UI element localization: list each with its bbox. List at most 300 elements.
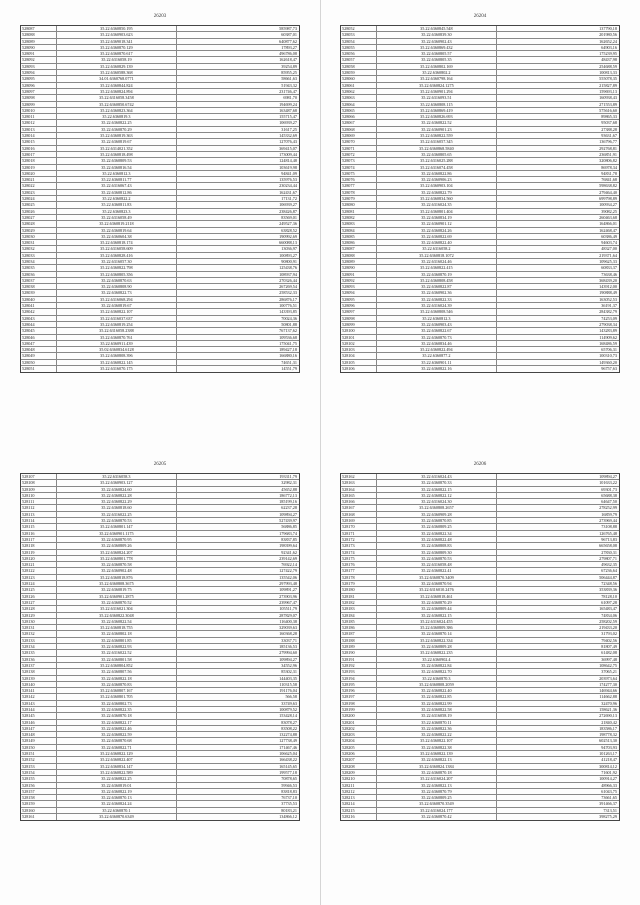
row-id-cell: 528071 — [341, 146, 377, 151]
row-id-cell: 528096 — [21, 83, 57, 88]
row-amount-cell: 71601,92 — [601, 769, 617, 775]
row-amount-cell: 39082,25 — [601, 208, 617, 214]
row-code-cell: 35.22.6360822.54 — [57, 619, 177, 624]
row-amount-cell: 60386,49 — [601, 233, 617, 239]
row-code-cell: 35.22.6360870.11 — [377, 720, 497, 725]
row-amount-cell: 185136,53 — [279, 644, 297, 650]
row-id-cell: 528035 — [21, 265, 57, 270]
row-amount-cell: 284382,79 — [599, 309, 617, 315]
row-code-cell: 35.22.6316022.25 — [57, 512, 177, 517]
row-amount-cell: 85955,25 — [281, 70, 297, 76]
row-id-cell: 528193 — [341, 669, 377, 674]
row-code-cell: 35.22.6360870.129 — [57, 45, 177, 50]
row-amount-cell: 146944,66 — [599, 688, 617, 694]
row-id-cell: 528189 — [341, 644, 377, 649]
row-id-cell: 528049 — [21, 353, 57, 358]
row-id-cell: 528091 — [21, 51, 57, 56]
row-id-cell: 528095 — [21, 76, 57, 81]
row-amount-cell: 126765,48 — [599, 530, 617, 536]
row-code-cell: 35.22.6360901.11 — [377, 360, 497, 365]
row-amount-cell: 575616,60 — [599, 107, 617, 113]
row-code-cell: 35.22.6316024.43 — [377, 474, 497, 479]
row-code-cell: 35.22.6316058.2 — [377, 246, 497, 251]
row-code-cell: 35.22.6360807.56 — [57, 669, 177, 674]
row-code-cell: 35.22.6360870.3549 — [377, 801, 497, 806]
row-code-cell: 35.22.6360870.68 — [57, 738, 177, 743]
row-amount-cell: 73661,65 — [601, 795, 617, 801]
row-code-cell: 35.22.6360870.79 — [377, 789, 497, 794]
row-id-cell: 528154 — [21, 770, 57, 775]
row-amount-cell: 27830,31 — [601, 549, 617, 555]
row-code-cell: 35.22.6360823.364 — [57, 108, 177, 113]
row-amount-cell: 162652,24 — [599, 38, 617, 44]
row-id-cell: 528084 — [341, 228, 377, 233]
row-amount-cell: 162431,67 — [279, 189, 297, 195]
row-code-cell: 35.22.6360822.33 — [377, 297, 497, 302]
row-id-cell: 528032 — [21, 246, 57, 251]
row-amount-cell: 79402,56 — [601, 637, 617, 643]
row-code-cell: 35.22.6360804.852 — [57, 663, 177, 668]
row-amount-cell: 78128,10 — [601, 593, 617, 599]
row-id-cell: 528120 — [21, 556, 57, 561]
row-amount-cell: 48327,00 — [601, 246, 617, 252]
row-code-cell: 35.22.6360822.93 — [57, 644, 177, 649]
row-amount-cell: 185199,16 — [279, 499, 297, 505]
row-amount-cell: 353839,36 — [599, 587, 617, 593]
row-id-cell: 528086 — [341, 240, 377, 245]
row-code-cell: 35.22.6360824.894 — [57, 89, 177, 94]
row-amount-cell: 179683,74 — [279, 530, 297, 536]
row-id-cell: 528074 — [341, 165, 377, 170]
row-id-cell: 528156 — [21, 783, 57, 788]
row-code-cell: 35.22.6360870.14 — [377, 631, 497, 636]
row-id-cell: 528070 — [341, 139, 377, 144]
row-id-cell: 528161 — [21, 814, 57, 820]
row-code-cell: 35.22.6316021.304 — [57, 606, 177, 611]
row-id-cell: 528092 — [341, 278, 377, 283]
row-id-cell: 528088 — [341, 253, 377, 258]
row-code-cell: 35.22.6360811.77 — [57, 177, 177, 182]
row-amount-cell: 17131,72 — [281, 196, 297, 202]
row-id-cell: 528103 — [341, 347, 377, 352]
ledger-sheet — [340, 462, 620, 892]
row-code-cell: 35.22.6360822.25 — [57, 776, 177, 781]
row-amount-cell: 70878,65 — [281, 776, 297, 782]
row-amount-cell: 320806,82 — [599, 158, 617, 164]
row-id-cell: 528183 — [341, 606, 377, 611]
row-id-cell: 528141 — [21, 688, 57, 693]
row-id-cell: 528162 — [341, 474, 377, 479]
row-code-cell: 35.22.6360822.41 — [377, 568, 497, 573]
row-id-cell: 528202 — [341, 726, 377, 731]
row-amount-cell: 114662,88 — [599, 694, 617, 700]
row-id-cell: 528163 — [341, 480, 377, 485]
row-code-cell: 35.22.6360822.59 — [57, 732, 177, 737]
row-amount-cell: 145332,69 — [279, 133, 297, 139]
row-code-cell: 35.22.6360809.44 — [377, 606, 497, 611]
row-amount-cell: 90800,91 — [281, 258, 297, 264]
row-code-cell: 35.22.6360822.494 — [377, 347, 497, 352]
row-code-cell: 35.22.6360870.13 — [57, 795, 177, 800]
row-id-cell: 528066 — [341, 114, 377, 119]
row-id-cell: 528068 — [341, 127, 377, 132]
row-amount-cell: 198399,64 — [279, 543, 297, 549]
row-code-cell: 35.22.6360818.461 — [377, 594, 497, 599]
row-id-cell: 528129 — [21, 613, 57, 618]
row-id-cell: 528188 — [341, 638, 377, 643]
row-code-cell: 35.22.6360834.147 — [57, 764, 177, 769]
row-amount-cell: 160938,43 — [599, 95, 617, 101]
row-id-cell: 528073 — [341, 158, 377, 163]
row-amount-cell: 267269,54 — [279, 284, 297, 290]
row-amount-cell: 92341,62 — [281, 549, 297, 555]
row-id-cell: 528099 — [341, 322, 377, 327]
row-code-cell: 35.22.6360870.53 — [57, 518, 177, 523]
row-amount-cell: 58661,63 — [281, 76, 297, 82]
row-code-cell: 35.22.6316058.3 — [57, 474, 177, 479]
row-code-cell: 35.22.6360822.46 — [57, 726, 177, 731]
row-amount-cell: 143283,89 — [599, 328, 617, 334]
row-code-cell: 35.22.6360834.560 — [377, 196, 497, 201]
row-id-cell: 528029 — [21, 228, 57, 233]
row-code-cell: 35.22.6360850.6742 — [57, 102, 177, 107]
row-amount-cell: 260463,68 — [599, 214, 617, 220]
row-code-cell: 35.22.6360824.26 — [377, 228, 497, 233]
row-code-cell: 35.22.6316024.30 — [377, 499, 497, 504]
row-id-cell: 528170 — [341, 524, 377, 529]
row-code-cell: 35.22.6360870.83 — [57, 682, 177, 687]
row-code-cell: 35.22.6360822.25 — [57, 120, 177, 125]
row-code-cell: 35.22.6316058.48 — [377, 562, 497, 567]
row-amount-cell: 198778,32 — [599, 732, 617, 738]
row-code-cell: 35.22.6360822.52 — [377, 120, 497, 125]
row-id-cell: 528010 — [21, 108, 57, 113]
row-amount-cell: 254688,59 — [599, 63, 617, 69]
row-amount-cell: 369415,07 — [279, 145, 297, 151]
row-code-cell: 35.22.6360809.26 — [57, 543, 177, 548]
row-amount-cell: 137790,18 — [599, 26, 617, 31]
row-id-cell: 528143 — [21, 701, 57, 706]
row-code-cell: 35.22.6316070.175 — [57, 366, 177, 372]
row-amount-cell: 33749,63 — [281, 700, 297, 706]
row-amount-cell: 162468,47 — [599, 227, 617, 233]
row-id-cell: 528109 — [21, 487, 57, 492]
row-code-cell: 35.22.6360822.13 — [377, 783, 497, 788]
row-code-cell: 35.22.6360877.2 — [377, 353, 497, 358]
row-amount-cell: 271553,89 — [599, 101, 617, 107]
row-id-cell: 528051 — [21, 366, 57, 372]
row-amount-cell: 34552,96 — [281, 662, 297, 668]
row-amount-cell: 143393,85 — [279, 309, 297, 315]
row-id-cell: 528152 — [21, 757, 57, 762]
row-code-cell: 35.22.6316058.19 — [57, 57, 177, 62]
row-code-cell: 35.22.6360870.94 — [377, 581, 497, 586]
row-code-cell: 35.22.6316024.455 — [377, 619, 497, 624]
row-id-cell: 528100 — [341, 328, 377, 333]
row-id-cell: 528031 — [21, 240, 57, 245]
row-amount-cell: 101263,17 — [599, 751, 617, 757]
row-code-cell: 35.22.6360819.2118 — [57, 221, 177, 226]
row-id-cell: 528177 — [341, 568, 377, 573]
row-code-cell: 35.22.6316058.609 — [57, 246, 177, 251]
row-code-cell: 35.22.6360822.79 — [377, 190, 497, 195]
row-amount-cell: 239967,47 — [279, 599, 297, 605]
row-code-cell: 35.22.6360901.294 — [377, 89, 497, 94]
row-id-cell: 528190 — [341, 650, 377, 655]
row-id-cell: 528169 — [341, 518, 377, 523]
row-id-cell: 528148 — [21, 732, 57, 737]
row-amount-cell: 135976,53 — [279, 177, 297, 183]
row-code-cell: 35.22.6360902.36 — [377, 290, 497, 295]
row-amount-cell: 32982,31 — [281, 480, 297, 486]
row-id-cell: 528124 — [21, 581, 57, 586]
row-id-cell: 528185 — [341, 619, 377, 624]
row-code-cell: 35.22.6360824.1275 — [377, 83, 497, 88]
table-row — [21, 814, 299, 820]
row-amount-cell: 598638,82 — [599, 183, 617, 189]
row-id-cell: 528112 — [21, 505, 57, 510]
row-code-cell: 35.22.6360822.589 — [57, 770, 177, 775]
row-code-cell: 35.22.6316093.51 — [377, 95, 497, 100]
row-code-cell: 35.22.6316024.207 — [377, 776, 497, 781]
row-code-cell: 35.22.6360604.38 — [57, 234, 177, 239]
row-id-cell: 528081 — [341, 209, 377, 214]
row-id-cell: 528138 — [21, 669, 57, 674]
row-amount-cell: 83569,01 — [281, 214, 297, 220]
row-code-cell: 35.22.6360822.107 — [57, 309, 177, 314]
row-code-cell: 35.22.6360824.60 — [57, 487, 177, 492]
row-amount-cell: 699798,89 — [599, 196, 617, 202]
row-id-cell: 528206 — [341, 751, 377, 756]
row-code-cell: 35.22.6360805.57 — [377, 51, 497, 56]
row-amount-cell: 391466,37 — [599, 801, 617, 807]
row-code-cell: 35.22.6360822.67 — [377, 328, 497, 333]
row-amount-cell: 17893,27 — [281, 44, 297, 50]
row-code-cell: 35.22.6360870.95 — [57, 537, 177, 542]
row-amount-cell: 329039,63 — [279, 625, 297, 631]
row-amount-cell: 506444,87 — [599, 574, 617, 580]
row-amount-cell: 159693,13 — [599, 88, 617, 94]
row-amount-cell: 160368,28 — [279, 631, 297, 637]
row-code-cell: 35.22.6360901.12 — [377, 221, 497, 226]
row-id-cell: 528181 — [341, 594, 377, 599]
row-amount-cell: 32470,96 — [601, 700, 617, 706]
row-id-cell: 528194 — [341, 676, 377, 681]
row-id-cell: 528200 — [341, 713, 377, 718]
row-amount-cell: 163052,53 — [599, 296, 617, 302]
row-id-cell: 528191 — [341, 657, 377, 662]
row-code-cell: 35.22.6360822.407 — [57, 757, 177, 762]
row-id-cell: 528199 — [341, 707, 377, 712]
row-id-cell: 528041 — [21, 303, 57, 308]
row-code-cell: 35.22.6360822.36 — [377, 726, 497, 731]
row-code-cell: 35.22.6360903.623 — [57, 32, 177, 37]
row-id-cell: 528121 — [21, 562, 57, 567]
row-amount-cell: 60833,37 — [601, 265, 617, 271]
row-id-cell: 528098 — [21, 95, 57, 100]
row-id-cell: 528046 — [21, 335, 57, 340]
row-code-cell: 35.22.6316058.19 — [377, 713, 497, 718]
row-code-cell: 35.22.6360818.755 — [57, 625, 177, 630]
row-id-cell: 528053 — [341, 32, 377, 37]
row-code-cell: 35.22.6360822.40 — [377, 240, 497, 245]
row-code-cell: 35.22.6360808.83 — [377, 543, 497, 548]
row-code-cell: 35.22.6360822.145 — [57, 360, 177, 365]
row-code-cell: 35.22.6360901.2875 — [57, 594, 177, 599]
row-id-cell: 528195 — [341, 682, 377, 687]
row-amount-cell: 279807,71 — [599, 555, 617, 561]
row-code-cell: 35.22.6316058.3458 — [57, 95, 177, 100]
row-code-cell: 35.22.6360870.18 — [57, 713, 177, 718]
row-code-cell: 35.22.6316057.345 — [377, 139, 497, 144]
row-amount-cell: 37735,53 — [281, 801, 297, 807]
row-code-cell: 35.22.6360818.1072 — [377, 253, 497, 258]
row-amount-cell: 116400,38 — [279, 618, 297, 624]
row-amount-cell: 74834,06 — [601, 612, 617, 618]
row-code-cell: 35.22.6360822.12 — [377, 493, 497, 498]
row-id-cell: 528033 — [21, 253, 57, 258]
row-id-cell: 528023 — [21, 190, 57, 195]
ledger-sheet — [20, 14, 300, 444]
row-id-cell: 528136 — [21, 657, 57, 662]
row-code-cell: 35.22.6360812.3 — [57, 171, 177, 176]
row-amount-cell: 100813,33 — [599, 70, 617, 76]
row-id-cell: 528097 — [341, 309, 377, 314]
row-id-cell: 528175 — [341, 556, 377, 561]
row-amount-cell: 297993,48 — [279, 581, 297, 587]
row-amount-cell: 103619,98 — [279, 164, 297, 170]
row-id-cell: 528150 — [21, 745, 57, 750]
row-code-cell: 35.22.6360822.415 — [377, 265, 497, 270]
ledger-table — [340, 473, 620, 821]
row-id-cell: 528211 — [341, 783, 377, 788]
row-amount-cell: 39254,89 — [281, 63, 297, 69]
row-id-cell: 528178 — [341, 575, 377, 580]
row-id-cell: 528216 — [341, 814, 377, 820]
ledger-sheet — [340, 14, 620, 444]
row-id-cell: 528123 — [21, 575, 57, 580]
row-id-cell: 528052 — [341, 26, 377, 31]
row-amount-cell: 16859,79 — [601, 511, 617, 517]
row-amount-cell: 13036,97 — [281, 246, 297, 252]
row-id-cell: 528186 — [341, 625, 377, 630]
table-row — [21, 366, 299, 372]
row-id-cell: 528036 — [21, 272, 57, 277]
row-id-cell: 528182 — [341, 600, 377, 605]
row-id-cell: 528104 — [341, 353, 377, 358]
row-amount-cell: 136796,77 — [599, 139, 617, 145]
row-code-cell: 35.22.6360809.386 — [377, 625, 497, 630]
row-amount-cell: 134866,12 — [279, 814, 297, 820]
row-id-cell: 528092 — [21, 57, 57, 62]
row-amount-cell: 51943,32 — [281, 82, 297, 88]
row-code-cell: 35.22.6360903.127 — [57, 480, 177, 485]
row-id-cell: 528197 — [341, 694, 377, 699]
row-amount-cell: 189427,18 — [279, 347, 297, 353]
row-id-cell: 528075 — [341, 171, 377, 176]
row-code-cell: 35.22.6360808.396 — [57, 353, 177, 358]
row-amount-cell: 236851,91 — [599, 151, 617, 157]
row-amount-cell: 127738,49 — [279, 738, 297, 744]
row-id-cell: 528102 — [341, 341, 377, 346]
row-amount-cell: 171467,46 — [279, 744, 297, 750]
row-amount-cell: 6981,70 — [283, 95, 297, 101]
row-id-cell: 528205 — [341, 745, 377, 750]
row-amount-cell: 273969,44 — [599, 518, 617, 524]
row-id-cell: 528043 — [21, 316, 57, 321]
row-code-cell: 35.22.6316024.35 — [377, 202, 497, 207]
row-id-cell: 528083 — [341, 221, 377, 226]
row-amount-cell: 287829,07 — [279, 612, 297, 618]
row-code-cell: 35.22.6360801.147 — [57, 524, 177, 529]
row-code-cell: 35.22.6360819.363 — [57, 133, 177, 138]
row-code-cell: 35.22.6360809.30 — [377, 550, 497, 555]
row-amount-cell: 193311,79 — [279, 474, 297, 479]
row-id-cell: 528115 — [21, 524, 57, 529]
row-amount-cell: 36191,37 — [601, 303, 617, 309]
row-id-cell: 528135 — [21, 650, 57, 655]
row-amount-cell: 292768,81 — [599, 145, 617, 151]
row-code-cell: 35.22.6360870.33 — [377, 480, 497, 485]
row-code-cell: 35.22.6360822.107 — [377, 738, 497, 743]
row-id-cell: 528091 — [341, 272, 377, 277]
row-amount-cell: 89865,33 — [601, 114, 617, 120]
row-id-cell: 528014 — [21, 133, 57, 138]
row-id-cell: 528030 — [21, 234, 57, 239]
row-id-cell: 528132 — [21, 631, 57, 636]
row-amount-cell: 93631,67 — [601, 133, 617, 139]
row-amount-cell: 175239,95 — [599, 51, 617, 57]
row-id-cell: 528078 — [341, 190, 377, 195]
row-id-cell: 528116 — [21, 531, 57, 536]
row-code-cell: 35.22.6360824.1384 — [377, 764, 497, 769]
row-code-cell: 35.22.6360808.2657 — [377, 505, 497, 510]
row-code-cell: 35.22.6360822.18 — [57, 676, 177, 681]
row-amount-cell: 219433,20 — [599, 625, 617, 631]
row-code-cell: 35.22.6360802.2 — [377, 70, 497, 75]
row-amount-cell: 83818,83 — [281, 788, 297, 794]
row-amount-cell: 63828,52 — [281, 227, 297, 233]
row-code-cell: 35.22.6360805.65 — [377, 152, 497, 157]
row-code-cell: 35.22.6360870.1 — [57, 808, 177, 813]
row-amount-cell: 100776,51 — [279, 303, 297, 309]
row-id-cell: 528034 — [21, 259, 57, 264]
row-code-cell: 35.22.6360809.53 — [57, 158, 177, 163]
row-code-cell: 35.02.6360834.6128 — [57, 347, 177, 352]
row-code-cell: 35.22.6360870.52 — [57, 600, 177, 605]
row-amount-cell: 100934,27 — [599, 202, 617, 208]
row-code-cell: 35.22.6360822.3048 — [57, 613, 177, 618]
row-code-cell: 35.22.6316022.52 — [57, 650, 177, 655]
row-code-cell: 35.22.6316025.288 — [377, 158, 497, 163]
row-id-cell: 528173 — [341, 543, 377, 548]
row-id-cell: 528151 — [21, 751, 57, 756]
row-id-cell: 528028 — [21, 221, 57, 226]
row-code-cell: 35.22.6360911.439 — [57, 341, 177, 346]
page-gutter — [320, 0, 321, 905]
row-amount-cell: 279994,60 — [279, 650, 297, 656]
row-amount-cell: 640877,62 — [279, 38, 297, 44]
row-id-cell: 528021 — [21, 177, 57, 182]
row-amount-cell: 83078,27 — [281, 719, 297, 725]
row-amount-cell: 65706,31 — [601, 347, 617, 353]
row-id-cell: 528172 — [341, 537, 377, 542]
row-amount-cell: 50801,88 — [281, 321, 297, 327]
row-amount-cell: 215827,89 — [599, 82, 617, 88]
row-code-cell: 35.22.6360822.86 — [377, 171, 497, 176]
row-amount-cell: 31617,25 — [281, 126, 297, 132]
row-amount-cell: 155715,47 — [279, 114, 297, 120]
